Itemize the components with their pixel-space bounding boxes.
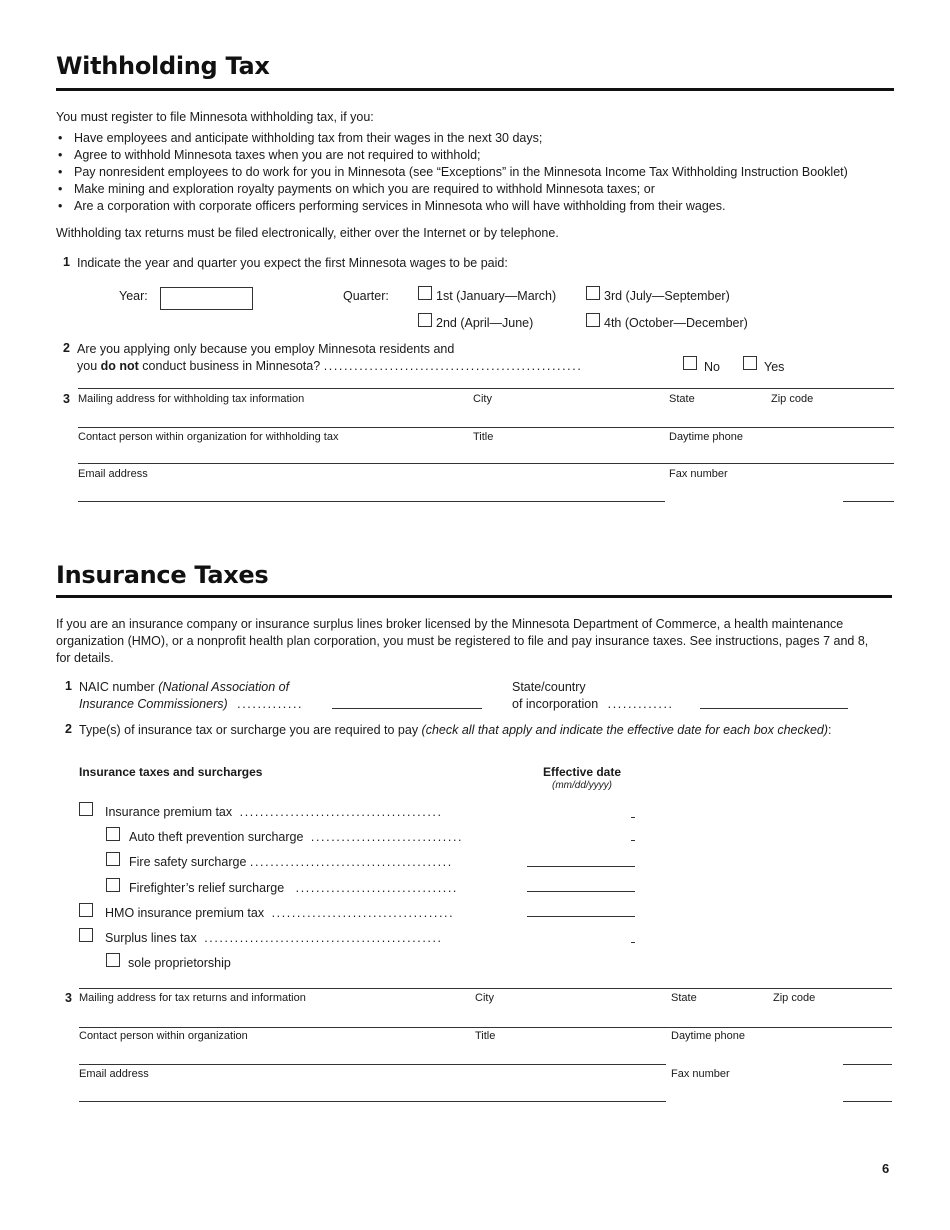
year-input[interactable]	[160, 287, 253, 310]
leader-dots: ................................	[295, 881, 458, 895]
withholding-bullet-list	[56, 130, 916, 215]
fax-label: Fax number	[669, 468, 728, 480]
withholding-q2-line1: Are you applying only because you employ Minnesota residents and	[77, 342, 455, 356]
question-number: 1	[63, 255, 70, 269]
naic-label-line1: NAIC number (National Association of	[79, 680, 290, 694]
field-divider	[78, 388, 894, 389]
insurance-title: Insurance Taxes	[56, 561, 269, 589]
question-number: 2	[65, 722, 72, 736]
date-field-mark	[631, 817, 635, 818]
field-divider	[78, 427, 894, 428]
mailing-address-field[interactable]	[79, 1006, 892, 1026]
quarter-1-checkbox[interactable]	[418, 286, 432, 300]
question-number: 1	[65, 679, 72, 693]
firefighters-relief-surcharge-checkbox[interactable]	[106, 878, 120, 892]
fire-safety-surcharge-label: Fire safety surcharge ........................................	[129, 855, 453, 869]
page-number: 6	[882, 1161, 890, 1176]
q2-yes-checkbox[interactable]	[743, 356, 757, 370]
naic-underline	[332, 708, 482, 709]
date-underline	[527, 891, 635, 892]
field-divider	[79, 1027, 892, 1028]
list-item: • Are a corporation with corporate officers performing services in Minnesota who will have withholding from their wages.	[56, 198, 916, 215]
email-underline	[79, 1101, 666, 1102]
contact-person-field[interactable]	[79, 1044, 666, 1064]
firefighters-relief-surcharge-label: Firefighter’s relief surcharge ................................	[129, 881, 458, 895]
state-label: State	[671, 992, 697, 1004]
email-underline	[78, 501, 665, 502]
quarter-label: Quarter:	[343, 289, 389, 303]
fire-safety-surcharge-date-input[interactable]	[527, 849, 635, 866]
insurance-intro: If you are an insurance company or insurance surplus lines broker licensed by the Minnesota Department of Commerce, a health maintenance organization (HMO), or a nonprofit health plan corporation, you must be registered to file and pay insurance taxes. See instructions, pages 7 and 8, for details.	[56, 617, 869, 665]
email-label: Email address	[79, 1068, 149, 1080]
leader-dots: ....................................	[271, 906, 455, 920]
field-divider	[79, 988, 892, 989]
email-field[interactable]	[78, 482, 665, 500]
list-item: • Pay nonresident employees to do work for you in Minnesota (see “Exceptions” in the Minnesota Income Tax Withholding Instruction Booklet)	[56, 164, 916, 181]
title-label: Title	[475, 1030, 496, 1042]
q2-no-checkbox[interactable]	[683, 356, 697, 370]
insurance-premium-tax-checkbox[interactable]	[79, 802, 93, 816]
state-country-label-line1: State/country	[512, 680, 586, 694]
year-label: Year:	[119, 289, 148, 303]
withholding-q1-text: Indicate the year and quarter you expect the first Minnesota wages to be paid:	[77, 256, 508, 270]
state-country-underline	[700, 708, 848, 709]
auto-theft-surcharge-date-input[interactable]	[527, 824, 635, 841]
fire-safety-surcharge-checkbox[interactable]	[106, 852, 120, 866]
zip-label: Zip code	[773, 992, 816, 1004]
leader-dots: .............	[607, 697, 674, 711]
email-label: Email address	[78, 468, 148, 480]
hmo-premium-tax-date-input[interactable]	[527, 899, 635, 916]
date-field-mark	[631, 942, 635, 943]
leader-dots: .............	[237, 697, 304, 711]
list-item: • Have employees and anticipate withholding tax from their wages in the next 30 days;	[56, 130, 916, 147]
fax-field[interactable]	[843, 1082, 892, 1101]
contact-underline	[79, 1064, 666, 1065]
state-label: State	[669, 393, 695, 405]
fax-label: Fax number	[671, 1068, 730, 1080]
mailing-address-field[interactable]	[78, 406, 894, 426]
quarter-2-checkbox[interactable]	[418, 313, 432, 327]
surplus-lines-tax-checkbox[interactable]	[79, 928, 93, 942]
field-divider	[78, 463, 894, 464]
leader-dots: ..............................	[310, 830, 464, 844]
list-item: • Agree to withhold Minnesota taxes when you are not required to withhold;	[56, 147, 916, 164]
quarter-3-checkbox[interactable]	[586, 286, 600, 300]
sole-proprietorship-checkbox[interactable]	[106, 953, 120, 967]
naic-number-field[interactable]	[332, 692, 482, 708]
city-label: City	[475, 992, 494, 1004]
leader-dots: ........................................	[249, 855, 453, 869]
daytime-phone-field[interactable]	[843, 1044, 892, 1064]
effective-date-header: Effective date	[542, 765, 622, 779]
mailing-address-label: Mailing address for tax returns and information	[79, 992, 306, 1004]
contact-person-label: Contact person within organization for withholding tax	[78, 431, 339, 443]
surplus-lines-tax-date-input[interactable]	[527, 925, 635, 942]
auto-theft-surcharge-checkbox[interactable]	[106, 827, 120, 841]
surplus-lines-tax-label: Surplus lines tax ...............................................	[105, 931, 443, 945]
fax-underline	[843, 501, 894, 502]
date-underline	[527, 916, 635, 917]
insurance-premium-tax-date-input[interactable]	[527, 800, 635, 817]
zip-label: Zip code	[771, 393, 814, 405]
quarter-4-label: 4th (October—December)	[604, 316, 748, 330]
q2-no-label: No	[704, 360, 720, 374]
firefighters-relief-surcharge-date-input[interactable]	[527, 874, 635, 891]
contact-person-field[interactable]	[78, 444, 894, 462]
city-label: City	[473, 393, 492, 405]
leader-dots: ........................................	[239, 805, 443, 819]
leader-dots: ...............................................	[204, 931, 443, 945]
quarter-2-label: 2nd (April—June)	[436, 316, 534, 330]
title-label: Title	[473, 431, 494, 443]
hmo-premium-tax-label: HMO insurance premium tax ....................................	[105, 906, 455, 920]
insurance-title-rule	[56, 595, 892, 598]
state-country-field[interactable]	[700, 692, 848, 708]
contact-person-label: Contact person within organization	[79, 1030, 248, 1042]
daytime-phone-label: Daytime phone	[671, 1030, 745, 1042]
leader-dots: ...................................................	[323, 359, 583, 373]
withholding-intro: You must register to file Minnesota withholding tax, if you:	[56, 110, 374, 124]
email-field[interactable]	[79, 1082, 666, 1101]
quarter-1-label: 1st (January—March)	[436, 289, 557, 303]
sole-proprietorship-label: sole proprietorship	[128, 956, 231, 970]
fax-field[interactable]	[843, 482, 894, 500]
effective-date-format: (mm/dd/yyyy)	[552, 780, 612, 791]
question-number: 2	[63, 341, 70, 355]
insurance-q2-text: Type(s) of insurance tax or surcharge you are required to pay (check all that apply and indicate the effective date for each box checked):	[79, 723, 832, 737]
withholding-q2-line2: you do not conduct business in Minnesota? ...................................................	[77, 359, 583, 373]
withholding-electronic-note: Withholding tax returns must be filed electronically, either over the Internet or by telephone.	[56, 226, 559, 240]
question-number: 3	[63, 392, 70, 406]
phone-underline	[843, 1064, 892, 1065]
withholding-title-rule	[56, 88, 894, 91]
date-underline	[527, 866, 635, 867]
mailing-address-label: Mailing address for withholding tax information	[78, 393, 305, 405]
quarter-4-checkbox[interactable]	[586, 313, 600, 327]
auto-theft-surcharge-label: Auto theft prevention surcharge ..............................	[129, 830, 464, 844]
fax-underline	[843, 1101, 892, 1102]
quarter-3-label: 3rd (July—September)	[604, 289, 730, 303]
insurance-premium-tax-label: Insurance premium tax ........................................	[105, 805, 443, 819]
state-country-label-line2: of incorporation .............	[512, 697, 674, 711]
hmo-premium-tax-checkbox[interactable]	[79, 903, 93, 917]
insurance-taxes-column-header: Insurance taxes and surcharges	[79, 765, 263, 779]
list-item: • Make mining and exploration royalty payments on which you are required to withhold Minnesota taxes; or	[56, 181, 916, 198]
q2-yes-label: Yes	[764, 360, 785, 374]
withholding-title: Withholding Tax	[56, 52, 270, 80]
daytime-phone-label: Daytime phone	[669, 431, 743, 443]
naic-label-line2: Insurance Commissioners) .............	[79, 697, 304, 711]
question-number: 3	[65, 991, 72, 1005]
